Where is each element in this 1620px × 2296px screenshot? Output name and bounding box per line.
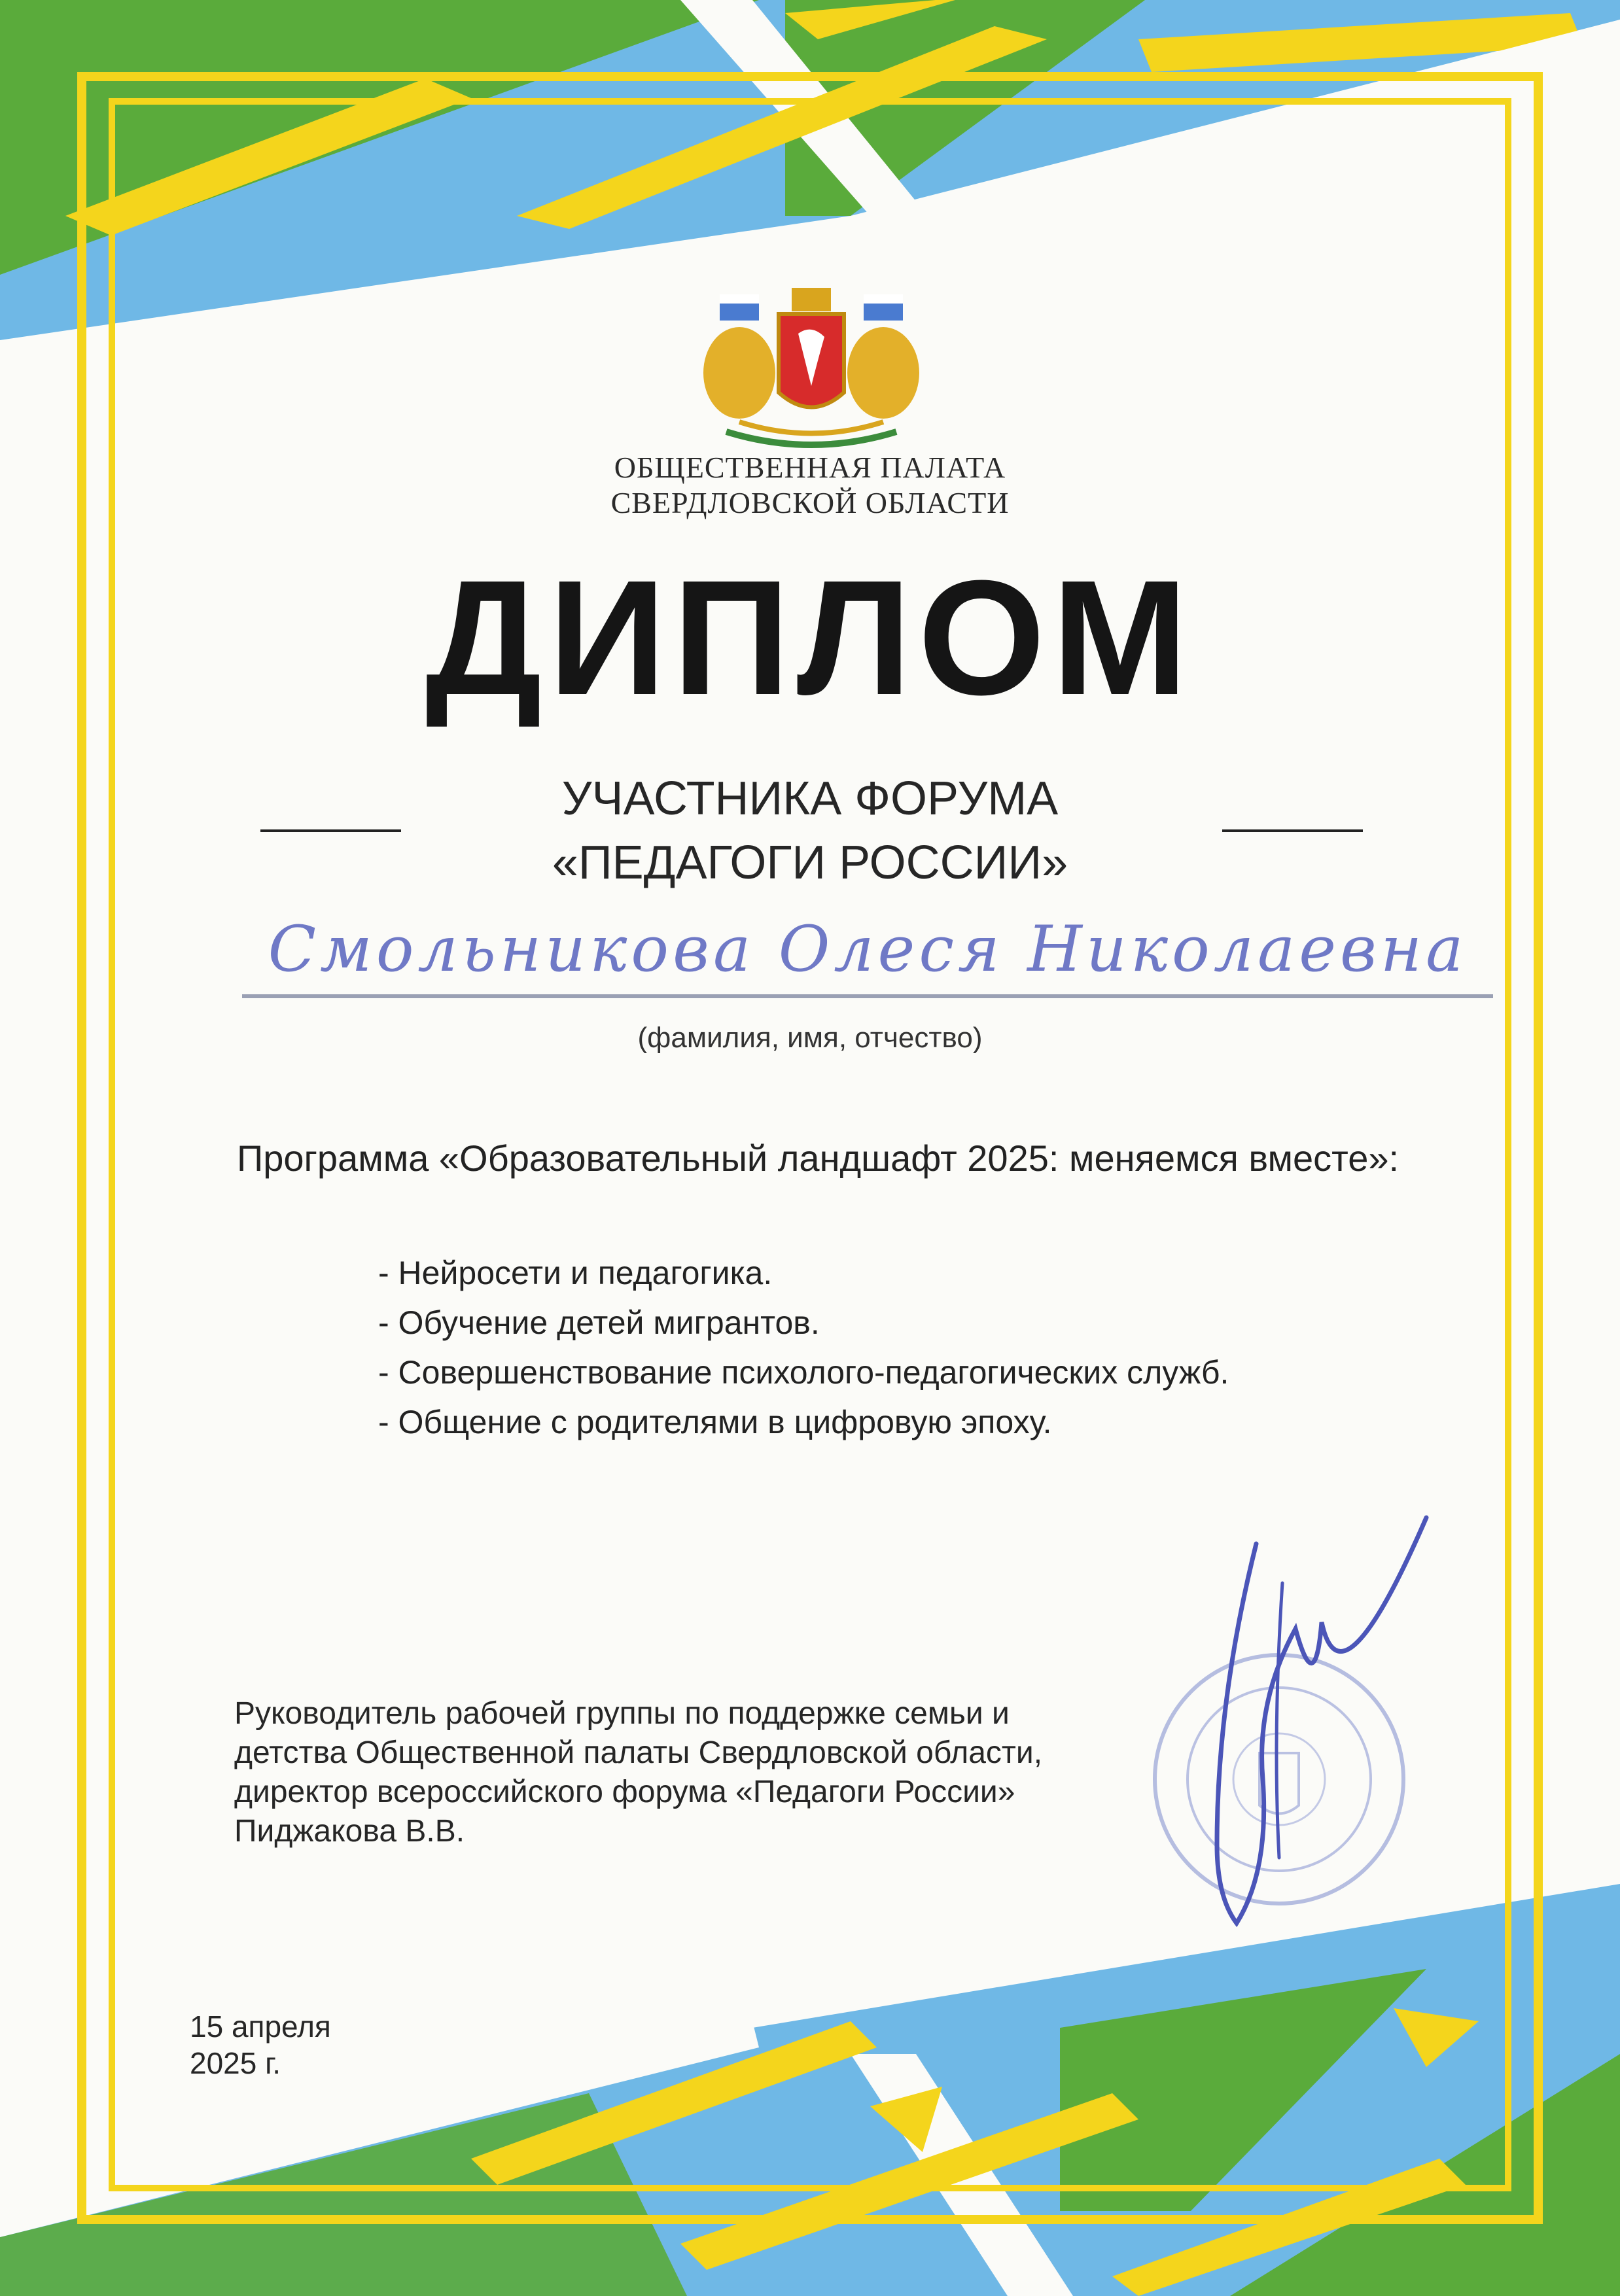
- signatory-line1: Руководитель рабочей группы по поддержке семьи и: [234, 1696, 1010, 1731]
- program-title: Программа «Образовательный ландшафт 2025: меняемся вместе»:: [236, 1138, 1400, 1179]
- recipient-handwritten-name: Смольникова Олеся Николаевна: [268, 913, 1468, 986]
- coat-of-arms-icon: [700, 281, 923, 451]
- subtitle-rule-right: [1222, 829, 1363, 832]
- recipient-caption: (фамилия, имя, отчество): [637, 1022, 983, 1054]
- signatory-line2: детства Общественной палаты Свердловской области,: [234, 1735, 1043, 1770]
- issue-date-year: 2025 г.: [190, 2046, 281, 2080]
- diploma-subtitle-line2: «ПЕДАГОГИ РОССИИ»: [552, 837, 1068, 889]
- organization-name-line2: СВЕРДЛОВСКОЙ ОБЛАСТИ: [610, 486, 1010, 519]
- handwritten-signature-icon: [1125, 1505, 1466, 1936]
- program-topic: - Общение с родителями в цифровую эпоху.: [378, 1404, 1052, 1440]
- issue-date-day-month: 15 апреля: [190, 2009, 331, 2044]
- program-topic: - Нейросети и педагогика.: [378, 1255, 773, 1291]
- program-topic: - Обучение детей мигрантов.: [378, 1304, 820, 1341]
- diploma-subtitle-line1: УЧАСТНИКА ФОРУМА: [561, 773, 1059, 825]
- signatory-block: [234, 1694, 1042, 1851]
- diploma-title: ДИПЛОМ: [425, 546, 1195, 729]
- subtitle-rule-left: [260, 829, 401, 832]
- program-topics-list: [378, 1248, 1229, 1447]
- signatory-name: Пиджакова В.В.: [234, 1814, 465, 1849]
- organization-name-line1: ОБЩЕСТВЕННАЯ ПАЛАТА: [614, 451, 1006, 484]
- signatory-line3: директор всероссийского форума «Педагоги России»: [234, 1775, 1015, 1809]
- program-topic: - Совершенствование психолого-педагогических служб.: [378, 1354, 1229, 1391]
- recipient-name-underline: [242, 994, 1493, 998]
- issue-date: [190, 2008, 331, 2081]
